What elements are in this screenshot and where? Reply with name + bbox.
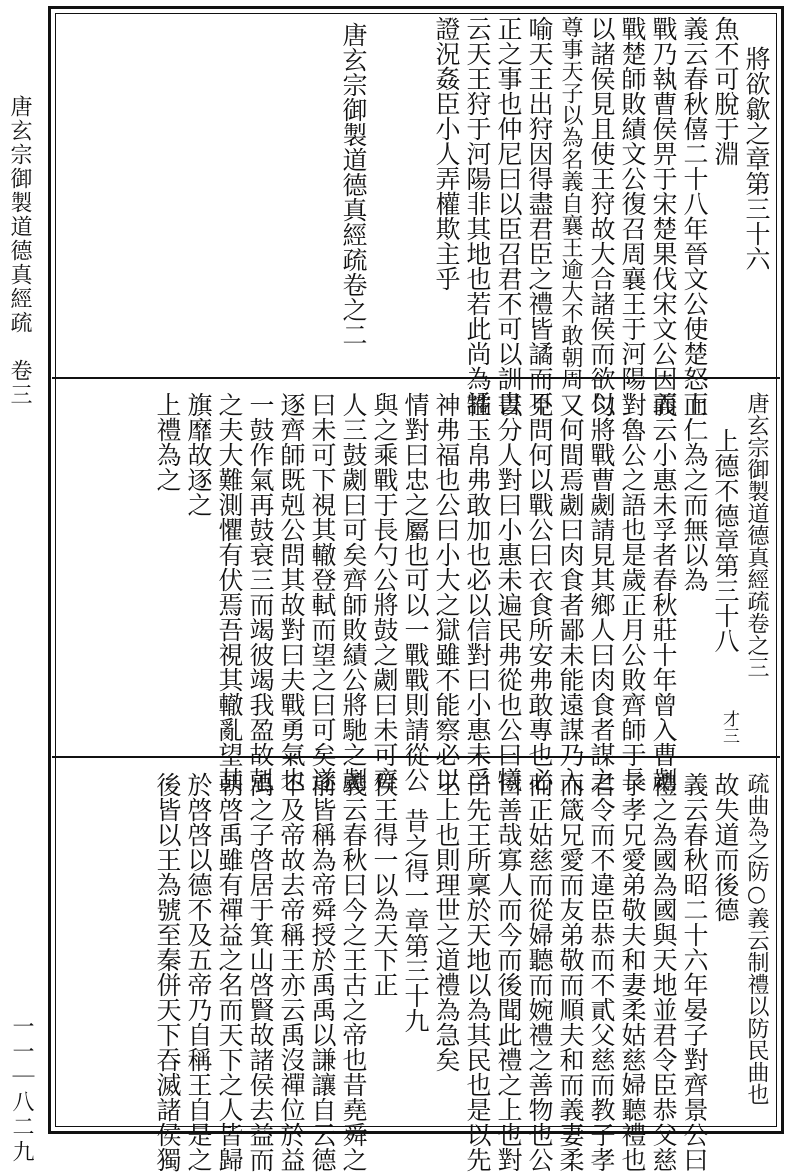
volume-title: 唐玄宗御製道德真經疏卷之三 bbox=[744, 392, 769, 678]
text-column: 而正姑慈而從婦聽而婉禮之善物也公 bbox=[525, 772, 554, 1172]
column-group-bottom bbox=[152, 772, 772, 1172]
text-column: 君令而不違臣恭而不貳父慈而教子孝 bbox=[587, 772, 616, 1172]
column-group-middle bbox=[152, 392, 772, 792]
text-column: 見問何以戰公曰衣食所安弗敢專也必 bbox=[525, 392, 554, 792]
text-column: 上仁為之而無以為 bbox=[680, 392, 709, 592]
page-tag: 才三 bbox=[719, 710, 739, 744]
text-column: 義云春秋曰今之王古之帝也昔堯舜之 bbox=[339, 772, 368, 1172]
text-column: 前皆稱為帝舜授於禹禹以謙讓自云德 bbox=[308, 772, 337, 1172]
text-column: 侯王得一以為天下正 bbox=[370, 772, 399, 997]
text-column: 曰先王所稟於天地以為其民也是以先 bbox=[463, 772, 492, 1172]
text-column: 勺將戰曹劌請見其鄉人曰肉食者謀之 bbox=[587, 392, 616, 792]
text-column: 王上也則理世之道禮為急矣 bbox=[432, 772, 461, 1072]
blank-column bbox=[400, 16, 431, 416]
text-column: 喻天王出狩因得盡君臣之禮皆譎而不 bbox=[525, 16, 554, 416]
text-column: 魚不可脫于淵 bbox=[711, 16, 740, 166]
text-column: 一鼓作氣再鼓衰三而竭彼竭我盈故剋 bbox=[246, 392, 275, 792]
text-column: 於啓啓以德不及五帝乃自稱王自是之 bbox=[184, 772, 213, 1172]
text-panel-bottom bbox=[60, 772, 772, 1172]
text-column: 神弗福也公曰小大之獄雖不能察必以 bbox=[432, 392, 461, 792]
text-column: 之夫大難測懼有伏焉吾視其轍亂望其 bbox=[215, 392, 244, 792]
text-column: 禹之子啓居于箕山啓賢故諸侯去益而 bbox=[246, 772, 275, 1172]
text-column: 上禮為之 bbox=[153, 392, 182, 492]
margin-page-number: 一一｜八二九 bbox=[9, 1015, 34, 1165]
text-column: 牲玉帛弗敢加也必以信對曰小惠未孚 bbox=[463, 392, 492, 792]
text-column: 而箴兄愛而友弟敬而順夫和而義妻柔 bbox=[556, 772, 585, 1172]
text-column: 後皆以王為號至秦併天下吞滅諸侯獨 bbox=[153, 772, 182, 1172]
text-column: 戰楚師敗績文公復召周襄王于河陽 bbox=[618, 16, 647, 391]
margin-book-title: 唐玄宗御製道德真經疏 卷三 bbox=[7, 95, 32, 407]
text-column: 正之事也仲尼曰以臣召君不可以訓書 bbox=[494, 16, 523, 416]
text-column: 尊事天子以為名義自襄王逾大不敢朝周 bbox=[558, 16, 583, 390]
text-column: 以分人對曰小惠未遍民弗從也公曰犧 bbox=[494, 392, 523, 792]
text-column: 旗靡故逐之 bbox=[184, 392, 213, 517]
chapter-heading: 上德不德章第三十八 bbox=[711, 428, 740, 653]
text-column: 疏曲為之防○義云制禮以防民曲也 bbox=[744, 772, 769, 1105]
text-column: 證況姦臣小人弄權欺主乎 bbox=[432, 16, 461, 291]
text-column: 義云小惠未孚者春秋莊十年曾入曹劌 bbox=[649, 392, 678, 792]
chapter-heading: 昔之得一章第三十九 bbox=[401, 808, 430, 1033]
text-column: 對魯公之語也是歲正月公敗齊師于長 bbox=[618, 392, 647, 792]
text-panel-middle bbox=[60, 392, 772, 792]
volume-end-title: 唐玄宗御製道德真經疏卷之二 bbox=[339, 22, 368, 347]
text-column: 以諸侯見且使王狩故大合諸侯而欲以 bbox=[587, 16, 616, 416]
text-column: 曰善哉寡人而今而後聞此禮之上也對 bbox=[494, 772, 523, 1172]
text-column: 禮之為國為國與天地並君令臣恭父慈 bbox=[649, 772, 678, 1172]
text-column: 故失道而後德 bbox=[711, 772, 740, 922]
text-column: 逐齊師既剋公問其故對曰夫戰勇氣也 bbox=[277, 392, 306, 792]
text-column: 曰未可下視其轍登軾而望之曰可矣遂 bbox=[308, 392, 337, 792]
text-column: 情對曰忠之屬也可以一戰戰則請從公 bbox=[401, 392, 430, 792]
chapter-heading: 將欲歙之章第三十六 bbox=[742, 46, 771, 271]
text-panel-top bbox=[60, 16, 772, 416]
blank-column bbox=[369, 16, 400, 416]
text-column: 朝啓禹雖有禪益之名而天下之人皆歸 bbox=[215, 772, 244, 1172]
text-column: 戰乃執曹侯畀于宋楚果伐宋文公因而 bbox=[649, 16, 678, 416]
text-column: 與之乘戰于長勺公將鼓之劌曰未可齊 bbox=[370, 392, 399, 792]
text-column: 義云春秋僖二十八年晉文公使楚怒而 bbox=[680, 16, 709, 416]
text-column: 云天王狩于河陽非其地也若此尚為譎 bbox=[463, 16, 492, 416]
text-column: 不及帝故去帝稱王亦云禹沒禪位於益 bbox=[277, 772, 306, 1172]
text-column: 又何間焉劌曰肉食者鄙未能遠謀乃入 bbox=[556, 392, 585, 792]
column-group-top bbox=[338, 16, 772, 416]
text-column: 義云春秋昭二十六年晏子對齊景公曰 bbox=[680, 772, 709, 1172]
text-column: 人三鼓劌曰可矣齊師敗績公將馳之劌 bbox=[339, 392, 368, 792]
text-column: 子孝兄愛弟敬夫和妻柔姑慈婦聽禮也 bbox=[618, 772, 647, 1172]
